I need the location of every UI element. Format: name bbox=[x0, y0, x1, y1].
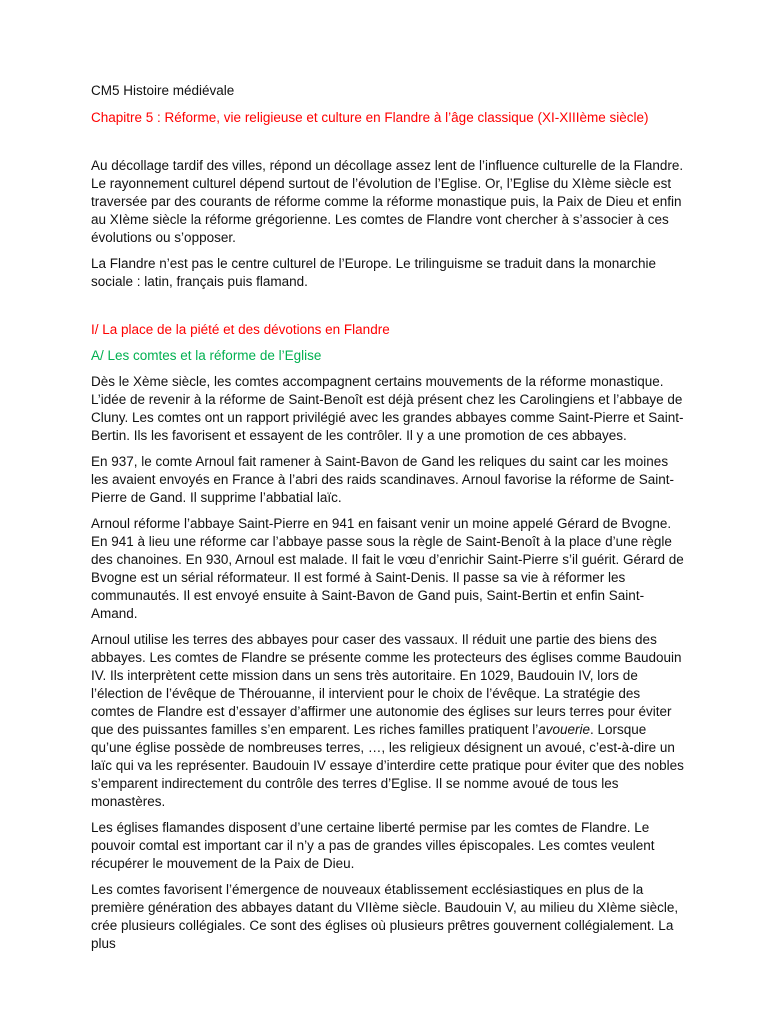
body-paragraph: Les comtes favorisent l’émergence de nouveaux établissement ecclésiastiques en plus de la première génération des abbayes datant du VIIème siècle. Baudouin V, au milieu du XIème siècle, crée plusieurs collégiales. Ce sont des églises où plusieurs prêtres gouvernent collégialement. La plus bbox=[91, 882, 679, 951]
body-paragraph: Arnoul réforme l’abbaye Saint-Pierre en 941 en faisant venir un moine appelé Gérard de Bvogne. En 941 à lieu une réforme car l’abbaye passe sous la règle de Saint-Benoît à la place d’une règle des chanoines. En 930, Arnoul est malade. Il fait le vœu d’enrichir Saint-Pierre s’il guérit. Gérard de Bvogne est un sérial réformateur. Il est formé à Saint-Denis. Il passe sa vie à réformer les communautés. Il est envoyé ensuite à Saint-Bavon de Gand puis, Saint-Bertin et enfin Saint-Amand. bbox=[91, 516, 684, 621]
intro-paragraph: La Flandre n’est pas le centre culturel de l’Europe. Le trilinguisme se traduit dans la monarchie sociale : latin, français puis flamand. bbox=[91, 256, 657, 289]
avouerie-term: avouerie bbox=[538, 722, 591, 737]
avouerie-text-after: . Lorsque qu’une église possède de nombreuses terres, …, les religieux désignent un avoué, c’est-à-dire un laïc qui va les représenter. Baudouin IV essaye d’interdire cette pratique pour éviter que des nobles s’emparent indirectement du contrôle des terres d’Eglise. Il se nomme avoué de tous les monastères. bbox=[91, 722, 684, 809]
subsection-title: A/ Les comtes et la réforme de l’Eglise bbox=[91, 348, 322, 363]
course-title: CM5 Histoire médiévale bbox=[91, 83, 235, 98]
intro-paragraph: Au décollage tardif des villes, répond un décollage assez lent de l’influence culturelle de la Flandre. Le rayonnement culturel dépend surtout de l’évolution de l’Eglise. Or, l’Eglise du XIème siècle est traversée par des courants de réforme comme la réforme monastique puis, la Paix de Dieu et enfin au XIème siècle la réforme grégorienne. Les comtes de Flandre vont chercher à s’associer à ces évolutions ou s’opposer. bbox=[91, 158, 684, 245]
avouerie-paragraph bbox=[91, 631, 687, 811]
document-page bbox=[91, 82, 687, 961]
chapter-title: Chapitre 5 : Réforme, vie religieuse et culture en Flandre à l’âge classique (XI-XIIIème siècle) bbox=[91, 110, 649, 125]
avouerie-text-before: Arnoul utilise les terres des abbayes pour caser des vassaux. Il réduit une partie des biens des abbayes. Les comtes de Flandre se présente comme les protecteurs des églises comme Baudouin IV. Ils interprètent cette mission dans un sens très autoritaire. En 1029, Baudouin IV, lors de l’élection de l’évêque de Thérouanne, il intervient pour le choix de l’évêque. La stratégie des comtes de Flandre est d’essayer d’affirmer une autonomie des églises sur leurs terres pour éviter que des puissantes familles s’en emparent. Les riches familles pratiquent l’ bbox=[91, 632, 682, 737]
body-paragraph: En 937, le comte Arnoul fait ramener à Saint-Bavon de Gand les reliques du saint car les moines les avaient envoyés en France à l’abri des raids scandinaves. Arnoul favorise la réforme de Saint-Pierre de Gand. Il supprime l’abbatial laïc. bbox=[91, 454, 675, 505]
body-paragraph: Les églises flamandes disposent d’une certaine liberté permise par les comtes de Flandre. Le pouvoir comtal est important car il n’y a pas de grandes villes épiscopales. Les comtes veulent récupérer le mouvement de la Paix de Dieu. bbox=[91, 820, 655, 871]
body-paragraph: Dès le Xème siècle, les comtes accompagnent certains mouvements de la réforme monastique. L’idée de revenir à la réforme de Saint-Benoît est déjà présent chez les Carolingiens et l’abbaye de Cluny. Les comtes ont un rapport privilégié avec les grandes abbayes comme Saint-Pierre et Saint-Bertin. Ils les favorisent et essayent de les contrôler. Il y a une promotion de ces abbayes. bbox=[91, 374, 684, 443]
section-title: I/ La place de la piété et des dévotions en Flandre bbox=[91, 322, 390, 337]
